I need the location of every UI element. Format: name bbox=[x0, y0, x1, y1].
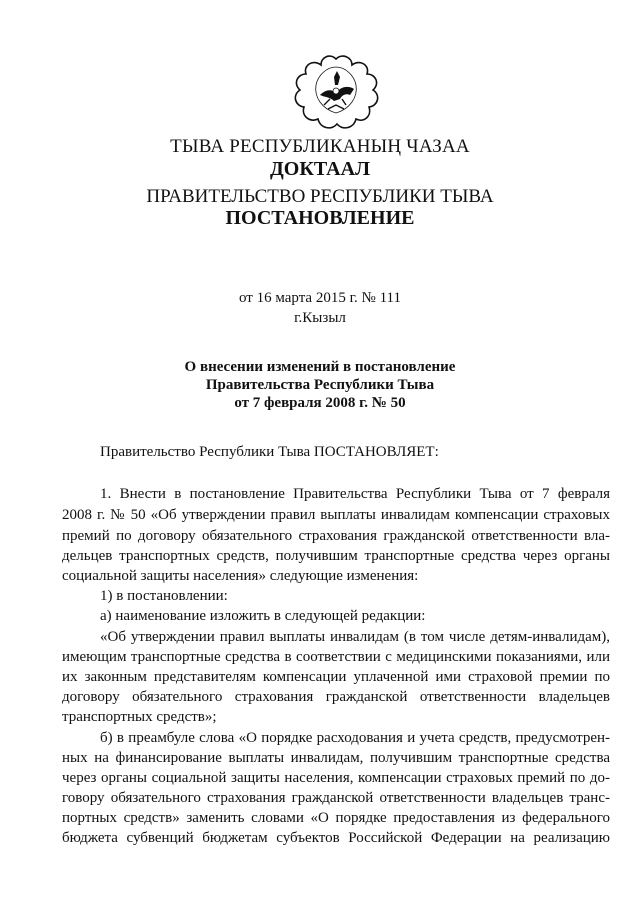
body-line: социальной защиты населения» следующие изменения: bbox=[62, 568, 419, 584]
header-tuvan-resolution: ДОКТААЛ bbox=[270, 158, 370, 180]
body-line: 1) в постановлении: bbox=[100, 588, 228, 604]
body-line: ных на финансирование выплаты инвалидам, получившим транспортные средства bbox=[62, 750, 610, 766]
coat-of-arms-emblem bbox=[290, 55, 382, 133]
body-line: договору обязательного страхования гражданской ответственности владельцев bbox=[62, 689, 610, 705]
body-line: говору обязательного страхования гражданской ответственности владельцев транс- bbox=[62, 790, 610, 806]
document-title-line-2: Правительства Республики Тыва bbox=[205, 377, 435, 393]
header-resolution: ПОСТАНОВЛЕНИЕ bbox=[225, 207, 415, 229]
body-line: транспортных средств»; bbox=[62, 709, 217, 725]
document-city: г.Кызыл bbox=[294, 310, 346, 326]
document-title-line-3: от 7 февраля 2008 г. № 50 bbox=[234, 395, 406, 411]
header-tuvan-government: ТЫВА РЕСПУБЛИКАНЫҢ ЧАЗАА bbox=[170, 136, 470, 157]
body-line: 2008 г. № 50 «Об утверждении правил выплаты инвалидам компенсации страховых bbox=[62, 507, 610, 523]
body-line: через органы социальной защиты населения, компенсации страховых премий по до- bbox=[62, 770, 610, 786]
body-line: б) в преамбуле слова «О порядке расходования и учета средств, предусмотрен- bbox=[100, 730, 610, 746]
header-government: ПРАВИТЕЛЬСТВО РЕСПУБЛИКИ ТЫВА bbox=[146, 186, 494, 207]
body-line: имеющим транспортные средства в соответствии с медицинскими показаниями, или bbox=[62, 649, 610, 665]
body-line: бюджета субвенций бюджетам субъектов Российской Федерации на реализацию bbox=[62, 830, 610, 846]
body-line: премий по договору обязательного страхования гражданской ответственности вла- bbox=[62, 528, 610, 544]
body-line: Правительство Республики Тыва ПОСТАНОВЛЯЕТ: bbox=[100, 444, 439, 460]
body-line: а) наименование изложить в следующей редакции: bbox=[100, 608, 426, 624]
body-line: дельцев транспортных средств, получившим транспортные средства через органы bbox=[62, 548, 610, 564]
document-title-line-1: О внесении изменений в постановление bbox=[184, 359, 456, 375]
body-line: 1. Внести в постановление Правительства Республики Тыва от 7 февраля bbox=[100, 486, 610, 502]
body-line: их законным представителям компенсации уплаченной ими страховой премии по bbox=[62, 669, 610, 685]
body-line: «Об утверждении правил выплаты инвалидам (в том числе детям-инвалидам), bbox=[100, 629, 610, 645]
body-line: портных средств» заменить словами «О порядке предоставления из федерального bbox=[62, 810, 610, 826]
document-date: от 16 марта 2015 г. № 111 bbox=[238, 290, 401, 306]
